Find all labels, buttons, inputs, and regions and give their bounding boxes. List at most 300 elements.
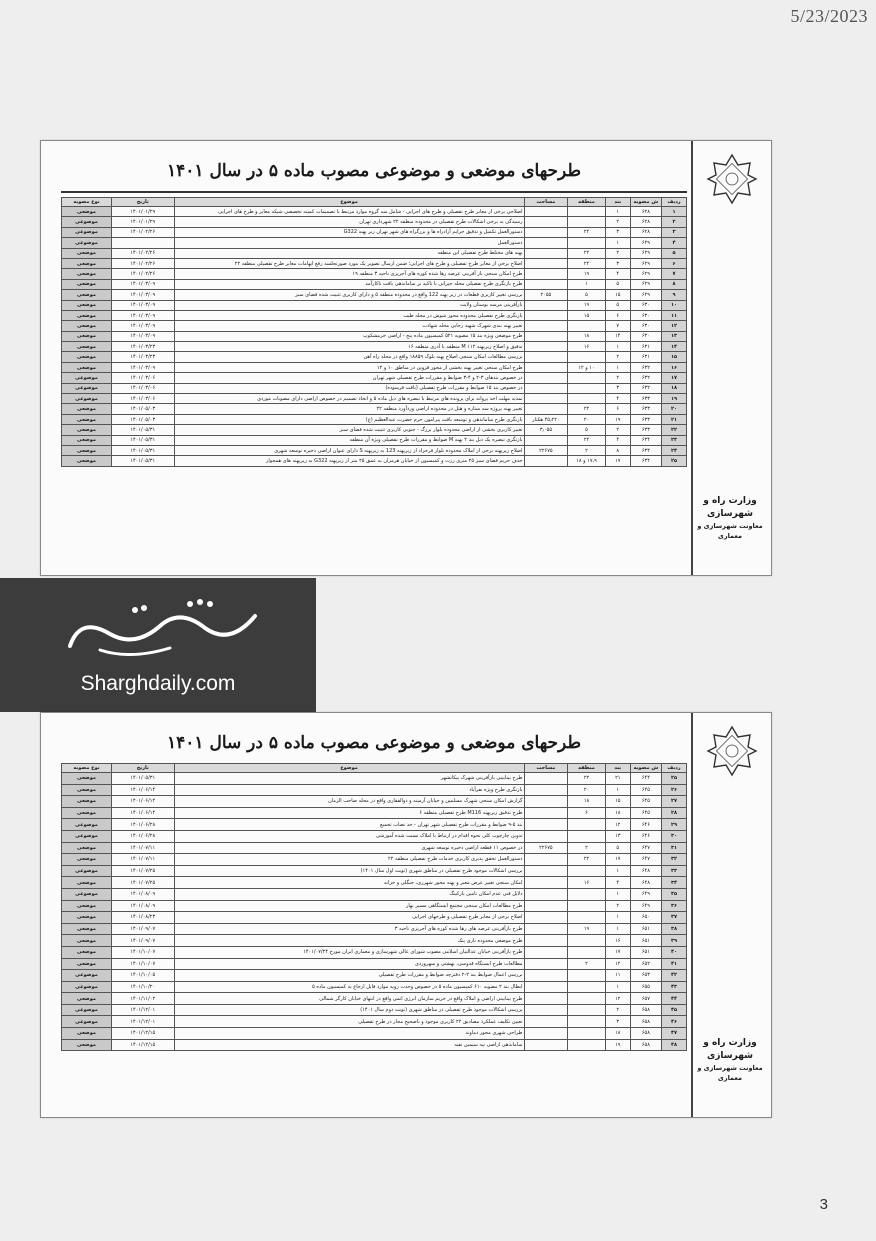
subject-cell: دستورالعمل تحقق پذیری کاربری خدمات طرح تفصیلی منطقه ۲۲ <box>174 854 524 866</box>
region-cell: ۱ <box>568 279 606 289</box>
table-row <box>62 993 687 1005</box>
region-cell <box>568 321 606 331</box>
area-cell <box>524 362 568 372</box>
item-cell: ۴ <box>605 435 630 445</box>
item-cell: ۱ <box>605 784 630 796</box>
row-number-cell: ۱۶ <box>662 362 687 372</box>
document-page-2 <box>40 712 772 1118</box>
decision-number-cell: ۶۳۲ <box>630 362 661 372</box>
area-cell <box>524 456 568 466</box>
item-cell: ۳ <box>605 383 630 393</box>
item-cell: ۱۸ <box>605 1028 630 1040</box>
subject-cell: بند ۵-۹ ضوابط و مقررات طرح تفصیلی شهر تهران - حد نصاب تجمیع <box>174 819 524 831</box>
date-cell: ۱۴۰۱/۰۸/۲۳ <box>112 912 175 924</box>
table-row <box>62 888 687 900</box>
type-cell: موضعی <box>62 946 112 958</box>
subject-cell: طرح موضعی محدوده نازی پنک <box>174 935 524 947</box>
table-row <box>62 865 687 877</box>
item-cell: ۱۹ <box>605 414 630 424</box>
area-cell <box>524 227 568 237</box>
date-cell: ۱۴۰۱/۰۳/۰۹ <box>112 331 175 341</box>
type-cell: موضوعی <box>62 819 112 831</box>
col-decision-number: ش مصوبه <box>630 198 661 207</box>
row-number-cell: ۱۳ <box>662 331 687 341</box>
subject-cell: اصلاح برخی از معابر طرح تفصیلی و طرحهای اجرایی <box>174 912 524 924</box>
subject-cell: طرح امکان سنجی باز آفرینی عرصه رها شده کوره های آجرپزی ناحیه ۳ منطقه ۱۹ <box>174 269 524 279</box>
area-cell <box>524 900 568 912</box>
type-cell: موضعی <box>62 935 112 947</box>
type-cell: موضعی <box>62 993 112 1005</box>
col-decision-number: ش مصوبه <box>630 764 661 773</box>
date-cell: ۱۴۰۱/۰۳/۰۹ <box>112 310 175 320</box>
decision-number-cell: ۶۲۹ <box>630 269 661 279</box>
row-number-cell: ۲۴ <box>662 445 687 455</box>
item-cell: ۱۶ <box>605 935 630 947</box>
area-cell <box>524 865 568 877</box>
date-cell: ۱۴۰۱/۰۷/۲۵ <box>112 865 175 877</box>
type-cell: موضعی <box>62 321 112 331</box>
item-cell: ۲ <box>605 425 630 435</box>
type-cell: موضعی <box>62 310 112 320</box>
type-cell: موضوعی <box>62 383 112 393</box>
document-title: طرحهای موضعی و موضوعی مصوب ماده ۵ در سال ۱۴۰۱ <box>61 151 687 193</box>
area-cell: ۴۵٫۲۲۰ هکتار <box>524 414 568 424</box>
region-cell <box>568 830 606 842</box>
date-cell: ۱۴۰۱/۰۶/۱۴ <box>112 807 175 819</box>
subject-cell: تدوین چارچوب کلی نحوه اقدام در ارتباط با املاک نسبت شده آموزشی <box>174 830 524 842</box>
region-cell <box>568 383 606 393</box>
item-cell: ۱۷ <box>605 854 630 866</box>
decision-number-cell: ۶۳۲ <box>630 373 661 383</box>
region-cell: ۵ <box>568 425 606 435</box>
date-cell: ۱۴۰۱/۱۰/۰۷ <box>112 946 175 958</box>
area-cell <box>524 970 568 982</box>
type-cell: موضعی <box>62 290 112 300</box>
area-cell: ۲۲۶۷۵ <box>524 842 568 854</box>
decision-number-cell: ۶۳۳ <box>630 425 661 435</box>
area-cell <box>524 342 568 352</box>
row-number-cell: ۲۵ <box>662 773 687 785</box>
row-number-cell: ۳۸ <box>662 923 687 935</box>
decision-number-cell: ۶۳۱ <box>630 352 661 362</box>
area-cell <box>524 238 568 248</box>
date-cell: ۱۴۰۱/۰۱/۲۹ <box>112 207 175 217</box>
area-cell <box>524 958 568 970</box>
date-cell: ۱۴۰۱/۱۲/۱۵ <box>112 1039 175 1051</box>
row-number-cell: ۱۲ <box>662 321 687 331</box>
region-cell: ۲۲ <box>568 258 606 268</box>
area-cell <box>524 819 568 831</box>
date-cell: ۱۴۰۱/۰۳/۰۹ <box>112 321 175 331</box>
region-cell: ۱۰ و ۱۲ <box>568 362 606 372</box>
region-cell <box>568 1039 606 1051</box>
region-cell <box>568 912 606 924</box>
row-number-cell: ۴۴ <box>662 993 687 1005</box>
col-area: مساحت <box>524 198 568 207</box>
type-cell: موضعی <box>62 796 112 808</box>
subject-cell: بررسی اعمال ضوابط بند ۲-۲ دفترچه ضوابط و مقررات طرح تفصیلی <box>174 970 524 982</box>
row-number-cell: ۲۶ <box>662 784 687 796</box>
area-cell <box>524 321 568 331</box>
col-item: بند <box>605 764 630 773</box>
decision-number-cell: ۶۳۰ <box>630 300 661 310</box>
ministry-title: وزارت راه و شهرسازی <box>703 496 757 519</box>
area-cell <box>524 352 568 362</box>
row-number-cell: ۵ <box>662 248 687 258</box>
date-cell: ۱۴۰۱/۰۹/۰۷ <box>112 923 175 935</box>
subject-cell: ساماندهی اراضی تپه سیمین تقیه <box>174 1039 524 1051</box>
decision-number-cell: ۶۳۱ <box>630 342 661 352</box>
date-cell: ۱۴۰۱/۰۳/۰۶ <box>112 373 175 383</box>
date-cell: ۱۴۰۱/۰۹/۰۷ <box>112 935 175 947</box>
date-cell: ۱۴۰۱/۰۵/۳۱ <box>112 773 175 785</box>
subject-cell: تعیین تکلیف عملکرد مصادیق ۲۲ کاربری موجود و ناصحیح مجاز در طرح تفصیلی <box>174 1016 524 1028</box>
type-cell: موضوعی <box>62 970 112 982</box>
decision-number-cell: ۶۴۸ <box>630 865 661 877</box>
region-cell: ۱۵ <box>568 310 606 320</box>
date-cell: ۱۴۰۱/۰۱/۲۹ <box>112 217 175 227</box>
area-cell <box>524 258 568 268</box>
decision-number-cell: ۶۴۴ <box>630 773 661 785</box>
decision-number-cell: ۶۴۹ <box>630 888 661 900</box>
area-cell: ۳٫۰۵۵ <box>524 425 568 435</box>
item-cell: ۱ <box>605 923 630 935</box>
decision-number-cell: ۶۴۵ <box>630 807 661 819</box>
row-number-cell: ۱۱ <box>662 310 687 320</box>
item-cell: ۲ <box>605 352 630 362</box>
decision-number-cell: ۶۲۸ <box>630 227 661 237</box>
subject-cell: تدقیق و اصلاح زیرپهنه ۱۱۲ M منطقه یا آذری منطقه ۱۶ <box>174 342 524 352</box>
item-cell: ۲ <box>605 1004 630 1016</box>
type-cell: موضوعی <box>62 373 112 383</box>
subject-cell: مطالعات طرح ایستگاه قدوسی، بهشتی و سهروردی <box>174 958 524 970</box>
region-cell <box>568 207 606 217</box>
date-cell: ۱۴۰۱/۰۵/۳۱ <box>112 445 175 455</box>
decision-number-cell: ۶۳۲ <box>630 383 661 393</box>
item-cell: ۴ <box>605 877 630 889</box>
type-cell: موضعی <box>62 842 112 854</box>
decision-number-cell: ۶۵۸ <box>630 1016 661 1028</box>
table-row <box>62 300 687 310</box>
region-cell <box>568 373 606 383</box>
subject-cell: طرح مطالعات امکان سنجی مجتمع ایستگاهی مسیر بهار <box>174 900 524 912</box>
date-cell: ۱۴۰۱/۱۰/۰۷ <box>112 958 175 970</box>
decision-number-cell: ۶۴۹ <box>630 900 661 912</box>
decision-number-cell: ۶۴۵ <box>630 796 661 808</box>
type-cell: موضعی <box>62 912 112 924</box>
date-cell: ۱۴۰۱/۰۶/۱۴ <box>112 784 175 796</box>
table-row <box>62 217 687 227</box>
area-cell <box>524 207 568 217</box>
decision-number-cell: ۶۴۷ <box>630 854 661 866</box>
area-cell <box>524 877 568 889</box>
subject-cell: رسیدگی به برخی اشکالات طرح تفصیلی در محدوده منطقه ۲۲ شهرداری تهران <box>174 217 524 227</box>
area-cell <box>524 784 568 796</box>
decision-number-cell: ۶۵۸ <box>630 1028 661 1040</box>
subject-cell: طرح بازنگری طرح تفصیلی محله جیرانی با تاکید بر ساماندهی بافت ناکارآمد <box>174 279 524 289</box>
region-cell: ۲۰ <box>568 414 606 424</box>
table-row <box>62 352 687 362</box>
row-number-cell: ۳۷ <box>662 912 687 924</box>
area-cell <box>524 923 568 935</box>
region-cell: ۶ <box>568 807 606 819</box>
area-cell <box>524 269 568 279</box>
type-cell: موضعی <box>62 352 112 362</box>
item-cell: ۱ <box>605 342 630 352</box>
region-cell: ۱۸ <box>568 331 606 341</box>
col-type: نوع مصوبه <box>62 764 112 773</box>
table-row <box>62 970 687 982</box>
date-cell: ۱۴۰۱/۰۵/۳۱ <box>112 435 175 445</box>
table-row <box>62 373 687 383</box>
date-cell: ۱۴۰۱/۰۳/۰۹ <box>112 300 175 310</box>
area-cell <box>524 394 568 404</box>
date-cell: ۱۴۰۱/۰۳/۰۶ <box>112 394 175 404</box>
region-cell: ۲ <box>568 842 606 854</box>
table-row <box>62 290 687 300</box>
item-cell: ۷ <box>605 321 630 331</box>
region-cell: ۱۷،۹ و ۱۸ <box>568 456 606 466</box>
item-cell: ۲ <box>605 900 630 912</box>
table-row <box>62 796 687 808</box>
subject-cell: امکان سنجی تغییر عرض معبر و پهنه محور شهرری، جنگلی و خزانه <box>174 877 524 889</box>
row-number-cell: ۱۹ <box>662 394 687 404</box>
row-number-cell: ۸ <box>662 279 687 289</box>
table-row <box>62 784 687 796</box>
row-number-cell: ۴۰ <box>662 946 687 958</box>
table-row <box>62 456 687 466</box>
col-area: مساحت <box>524 764 568 773</box>
decision-number-cell: ۶۲۸ <box>630 207 661 217</box>
ministry-sidebar <box>691 141 771 575</box>
subject-cell: تغییر پهنه بندی شهرک شهید رجایی محله شهادت <box>174 321 524 331</box>
row-number-cell: ۱ <box>662 207 687 217</box>
area-cell <box>524 300 568 310</box>
table-row <box>62 1028 687 1040</box>
area-cell <box>524 807 568 819</box>
row-number-cell: ۳۵ <box>662 888 687 900</box>
region-cell <box>568 935 606 947</box>
row-number-cell: ۴۳ <box>662 981 687 993</box>
table-row <box>62 435 687 445</box>
region-cell <box>568 1004 606 1016</box>
subject-cell: پهنه های مختلط طرح تفصیلی این منطقه <box>174 248 524 258</box>
row-number-cell: ۴۵ <box>662 1004 687 1016</box>
subject-cell: تغییر پهنه پروژه سه ستاره و هتل در محدوده اراضی وردآورد منطقه ۲۲ <box>174 404 524 414</box>
decision-number-cell: ۶۵۵ <box>630 981 661 993</box>
row-number-cell: ۶ <box>662 258 687 268</box>
item-cell: ۳ <box>605 258 630 268</box>
region-cell <box>568 394 606 404</box>
decision-number-cell: ۶۲۹ <box>630 248 661 258</box>
document-page-1 <box>40 140 772 576</box>
ministry-sidebar <box>691 713 771 1117</box>
type-cell: موضعی <box>62 342 112 352</box>
item-cell: ۲ <box>605 248 630 258</box>
row-number-cell: ۲۰ <box>662 404 687 414</box>
type-cell: موضعی <box>62 877 112 889</box>
region-cell: ۱۹ <box>568 923 606 935</box>
region-cell <box>568 865 606 877</box>
region-cell <box>568 981 606 993</box>
type-cell: موضوعی <box>62 238 112 248</box>
decision-number-cell: ۶۲۹ <box>630 290 661 300</box>
date-cell: ۱۴۰۱/۰۲/۲۶ <box>112 269 175 279</box>
subject-cell: بازنگری طرح تفصیلی محدوده محور شوش در محله طیب <box>174 310 524 320</box>
area-cell <box>524 773 568 785</box>
type-cell: موضوعی <box>62 830 112 842</box>
decision-number-cell: ۶۵۱ <box>630 946 661 958</box>
row-number-cell: ۱۵ <box>662 352 687 362</box>
subject-cell: ابطال بند ۲ مصوبه ۶۱۰ کمیسیون ماده ۵ در خصوص وحدت رویه موارد قابل ارجاع به کمیسیون ماده ۵ <box>174 981 524 993</box>
date-cell: ۱۴۰۱/۰۵/۳۱ <box>112 456 175 466</box>
region-cell <box>568 352 606 362</box>
decision-number-cell: ۶۵۰ <box>630 912 661 924</box>
row-number-cell: ۳۹ <box>662 935 687 947</box>
watermark-site-url: Sharghdaily.com <box>80 672 236 695</box>
table-row <box>62 958 687 970</box>
table-row <box>62 394 687 404</box>
subject-cell: گزارش امکان سنجی شهرک مسلمین و خیابان آرمینه و ذوالفقاری واقع در محله صاحب الزمان <box>174 796 524 808</box>
item-cell: ۱ <box>605 207 630 217</box>
item-cell: ۶ <box>605 404 630 414</box>
item-cell: ۲ <box>605 217 630 227</box>
region-cell: ۱۶ <box>568 877 606 889</box>
type-cell: موضعی <box>62 1039 112 1051</box>
date-cell: ۱۴۰۱/۰۳/۰۹ <box>112 279 175 289</box>
table-row <box>62 404 687 414</box>
item-cell: ۵ <box>605 279 630 289</box>
type-cell: موضعی <box>62 807 112 819</box>
table-row <box>62 414 687 424</box>
region-cell <box>568 946 606 958</box>
area-cell <box>524 935 568 947</box>
type-cell: موضعی <box>62 773 112 785</box>
col-row-number: ردیف <box>662 198 687 207</box>
table-row <box>62 310 687 320</box>
table-row <box>62 227 687 237</box>
row-number-cell: ۳۱ <box>662 842 687 854</box>
type-cell: موضعی <box>62 900 112 912</box>
subject-cell: در خصوص ۱۱ قطعه اراضی ذخیره توسعه شهری <box>174 842 524 854</box>
decision-number-cell: ۶۳۴ <box>630 445 661 455</box>
area-cell <box>524 993 568 1005</box>
subject-cell: طراحی شهری محور دماوند <box>174 1028 524 1040</box>
item-cell: ۳ <box>605 1016 630 1028</box>
area-cell <box>524 1039 568 1051</box>
item-cell: ۱ <box>605 888 630 900</box>
decision-number-cell: ۶۴۵ <box>630 784 661 796</box>
row-number-cell: ۳۴ <box>662 877 687 889</box>
row-number-cell: ۲۲ <box>662 425 687 435</box>
type-cell: موضعی <box>62 425 112 435</box>
item-cell: ۲۱ <box>605 773 630 785</box>
date-cell: ۱۴۰۱/۱۲/۰۱ <box>112 1016 175 1028</box>
row-number-cell: ۷ <box>662 269 687 279</box>
region-cell: ۲۲ <box>568 435 606 445</box>
region-cell <box>568 1016 606 1028</box>
type-cell: موضوعی <box>62 1016 112 1028</box>
type-cell: موضعی <box>62 414 112 424</box>
table-row <box>62 819 687 831</box>
type-cell: موضعی <box>62 258 112 268</box>
col-type: نوع مصوبه <box>62 198 112 207</box>
region-cell: ۲۲ <box>568 854 606 866</box>
type-cell: موضعی <box>62 300 112 310</box>
subject-cell: طرح بازآفرینی خیابان عدالتیان اسلامی مصوب شورای عالی شهرسازی و معماری ایران مورخ ۱۴۰۱/۰۷/۲۴ <box>174 946 524 958</box>
type-cell: موضعی <box>62 362 112 372</box>
type-cell: موضوعی <box>62 217 112 227</box>
subject-cell: بازآفرینی مرسه بوستان ولایت <box>174 300 524 310</box>
type-cell: موضعی <box>62 1028 112 1040</box>
subject-cell: اصلاح برخی از معابر طرح تفصیلی و طرح های اجرایی؛ ضمن ارسال تصویر یک مورد صورتجلسه رفع ابهامات معابر طرح تفصیلی منطقه ۲۲ <box>174 258 524 268</box>
date-stamp: 5/23/2023 <box>790 6 868 26</box>
row-number-cell: ۴۲ <box>662 970 687 982</box>
region-cell: ۵ <box>568 290 606 300</box>
date-cell: ۱۴۰۱/۱۰/۰۵ <box>112 970 175 982</box>
col-region: منطقه <box>568 198 606 207</box>
row-number-cell: ۲۸ <box>662 807 687 819</box>
decision-number-cell: ۶۲۹ <box>630 258 661 268</box>
region-cell: ۱۶ <box>568 342 606 352</box>
type-cell: موضعی <box>62 958 112 970</box>
item-cell: ۱۵ <box>605 290 630 300</box>
date-cell: ۱۴۰۱/۰۶/۲۸ <box>112 830 175 842</box>
table-row <box>62 912 687 924</box>
decision-number-cell: ۶۵۲ <box>630 958 661 970</box>
row-number-cell: ۱۴ <box>662 342 687 352</box>
type-cell: موضعی <box>62 207 112 217</box>
type-cell: موضعی <box>62 445 112 455</box>
date-cell: ۱۴۰۱/۰۸/۰۹ <box>112 900 175 912</box>
row-number-cell: ۲ <box>662 217 687 227</box>
col-subject: موضوع <box>174 198 524 207</box>
decision-number-cell: ۶۲۹ <box>630 238 661 248</box>
resolutions-table <box>61 197 687 467</box>
item-cell: ۱ <box>605 981 630 993</box>
decision-number-cell: ۶۴۶ <box>630 830 661 842</box>
area-cell <box>524 796 568 808</box>
area-cell <box>524 981 568 993</box>
decision-number-cell: ۶۴۶ <box>630 819 661 831</box>
area-cell <box>524 888 568 900</box>
item-cell: ۱۴ <box>605 331 630 341</box>
subject-cell: در خصوص بند ۱۵ ضوابط و مقررات طرح تفصیلی (بافت فرسوده) <box>174 383 524 393</box>
region-cell <box>568 238 606 248</box>
table-row <box>62 362 687 372</box>
ministry-logo-icon <box>706 153 758 205</box>
item-cell: ۴ <box>605 394 630 404</box>
table-row <box>62 238 687 248</box>
region-cell: ۲۲ <box>568 227 606 237</box>
row-number-cell: ۴۶ <box>662 1016 687 1028</box>
row-number-cell: ۲۳ <box>662 435 687 445</box>
table-row <box>62 877 687 889</box>
area-cell <box>524 830 568 842</box>
table-row <box>62 248 687 258</box>
date-cell: ۱۴۰۱/۰۲/۲۶ <box>112 227 175 237</box>
date-cell: ۱۴۰۱/۰۵/۳۱ <box>112 425 175 435</box>
decision-number-cell: ۶۳۰ <box>630 310 661 320</box>
date-cell: ۱۴۰۱/۰۷/۱۱ <box>112 842 175 854</box>
region-cell: ۲۰ <box>568 784 606 796</box>
decision-number-cell: ۶۳۴ <box>630 435 661 445</box>
table-row <box>62 279 687 289</box>
subject-cell: بازنگری طرح ویژه نفرآباد <box>174 784 524 796</box>
row-number-cell: ۱۰ <box>662 300 687 310</box>
date-cell: ۱۴۰۱/۰۳/۲۳ <box>112 352 175 362</box>
table-row <box>62 1039 687 1051</box>
